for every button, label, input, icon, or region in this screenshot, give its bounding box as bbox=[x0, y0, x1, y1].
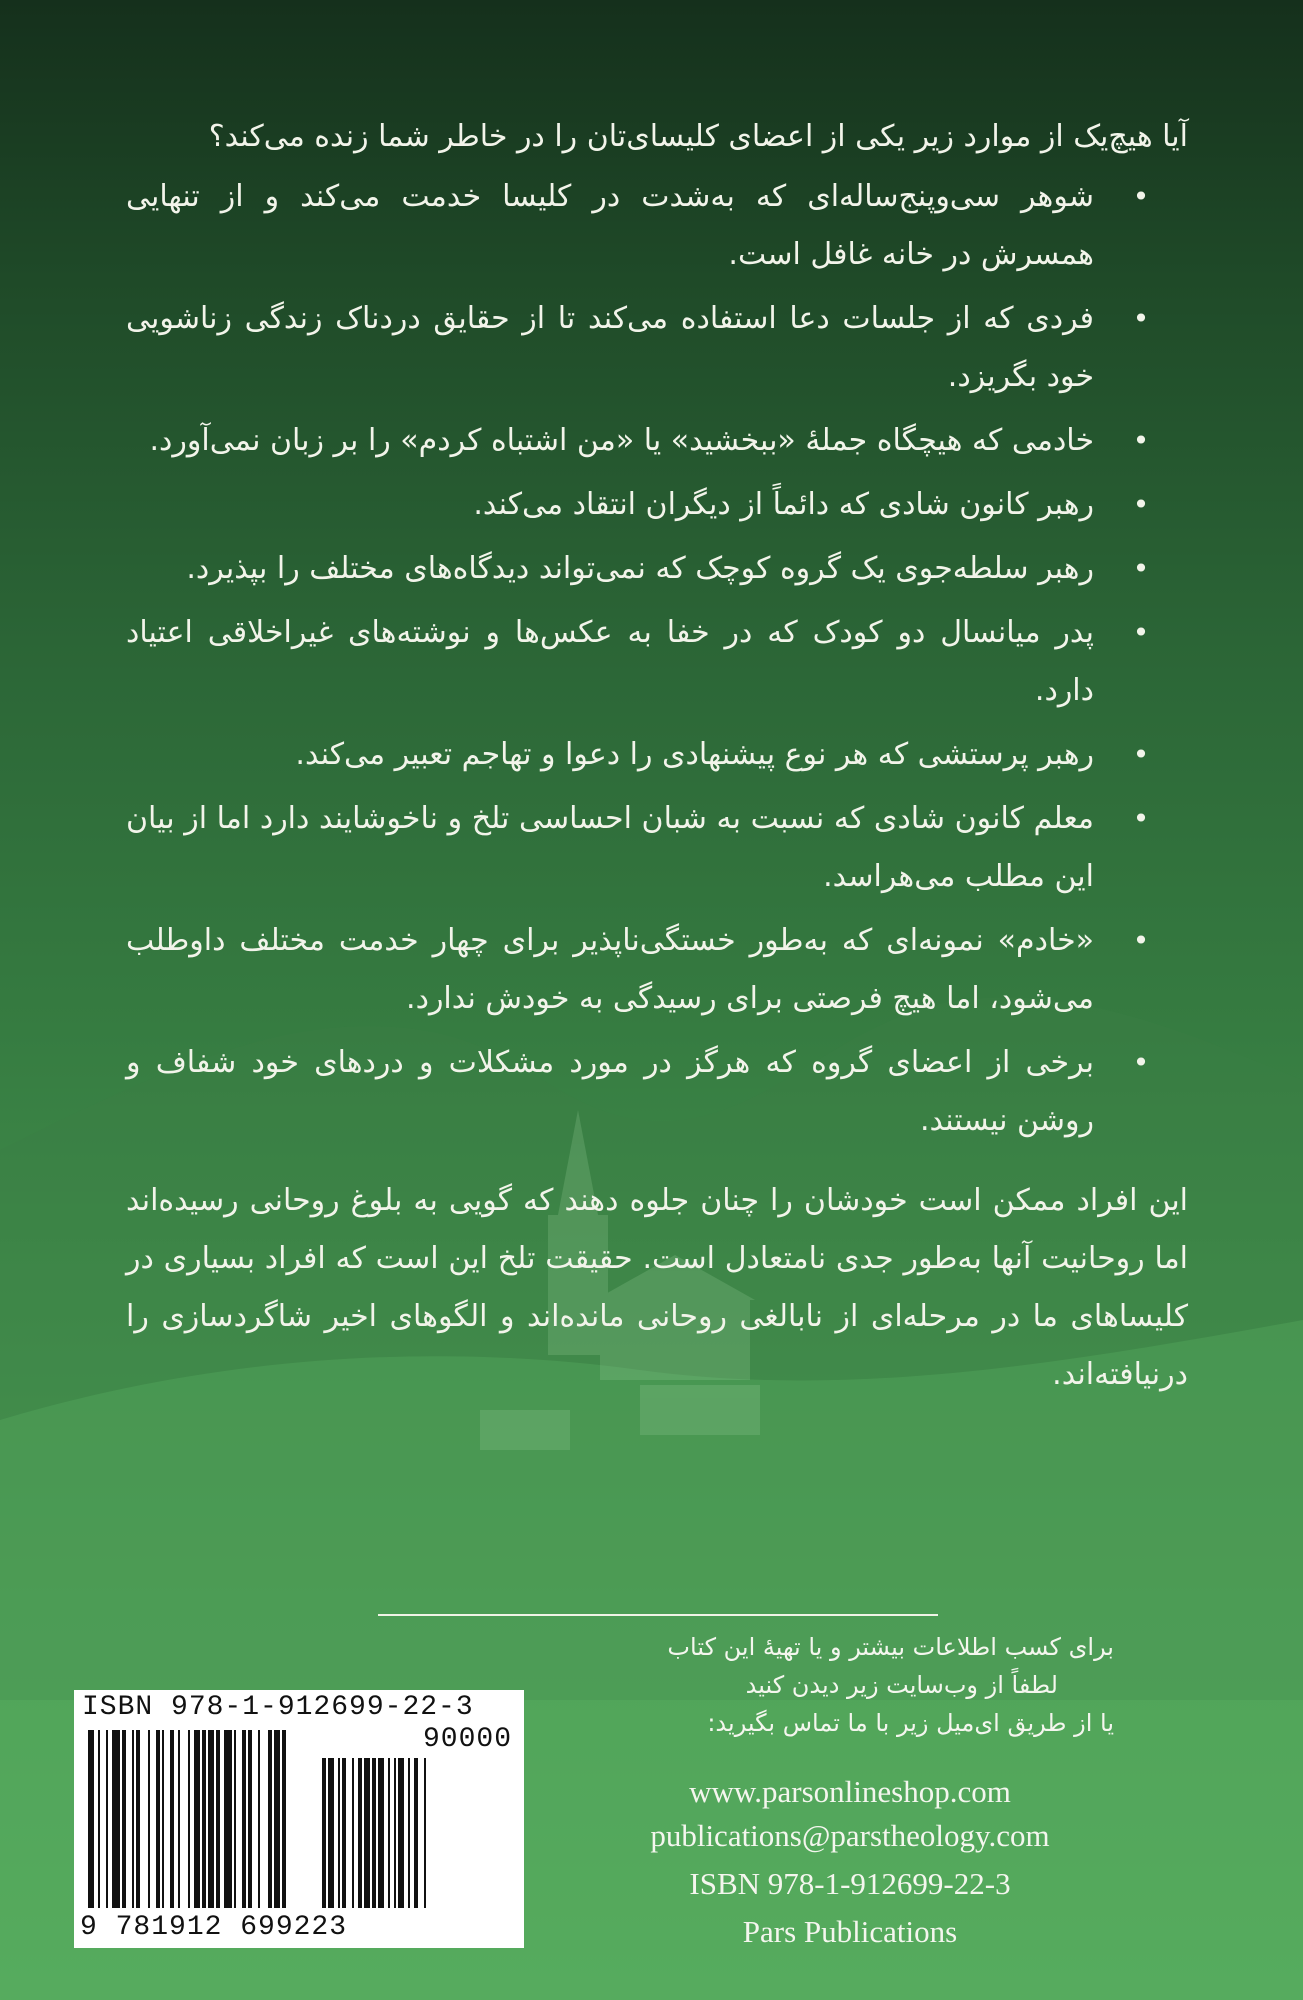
list-item-text: فردی که از جلسات دعا استفاده می‌کند تا از حقایق دردناک زندگی زناشویی خود بگریزد. bbox=[126, 301, 1094, 394]
list-item-text: معلم کانون شادی که نسبت به شبان احساسی تلخ و ناخوشایند دارد اما از بیان این مطلب می‌هراسد. bbox=[126, 801, 1094, 894]
barcode-bar bbox=[372, 1758, 376, 1908]
barcode-bar bbox=[170, 1730, 174, 1908]
bullet-icon: • bbox=[1132, 616, 1150, 649]
barcode-bar bbox=[136, 1730, 140, 1908]
barcode-bar bbox=[156, 1730, 160, 1908]
list-item-text: رهبر کانون شادی که دائماً از دیگران انتقاد می‌کند. bbox=[473, 487, 1094, 522]
contact-info bbox=[540, 1628, 1114, 1742]
barcode-bar bbox=[352, 1758, 354, 1908]
list-item bbox=[126, 790, 1156, 906]
bullet-icon: • bbox=[1132, 424, 1150, 457]
list-item-text: پدر میانسال دو کودک که در خفا به عکس‌ها و نوشته‌های غیراخلاقی اعتیاد دارد. bbox=[126, 615, 1094, 708]
barcode-bar bbox=[122, 1730, 126, 1908]
barcode-bar bbox=[258, 1730, 260, 1908]
list-item-text: خادمی که هیچگاه جملۀ «ببخشید» یا «من اشتباه کردم» را بر زبان نمی‌آورد. bbox=[149, 423, 1094, 458]
barcode-bar bbox=[188, 1730, 190, 1908]
barcode-bar bbox=[274, 1730, 280, 1908]
barcode-isbn-label: ISBN 978-1-912699-22-3 bbox=[82, 1692, 474, 1723]
barcode-bars bbox=[74, 1690, 524, 1948]
barcode-bar bbox=[394, 1758, 396, 1908]
barcode-bar bbox=[388, 1758, 390, 1908]
examples-list bbox=[126, 168, 1188, 1150]
barcode-bar bbox=[268, 1730, 272, 1908]
barcode-bar bbox=[342, 1758, 346, 1908]
barcode-bar bbox=[378, 1758, 384, 1908]
bullet-icon: • bbox=[1132, 552, 1150, 585]
list-item bbox=[126, 412, 1156, 470]
barcode-bar bbox=[148, 1730, 150, 1908]
barcode-bar bbox=[224, 1730, 232, 1908]
list-item-text: رهبر سلطه‌جوی یک گروه کوچک که نمی‌تواند دیدگاه‌های مختلف را بپذیرد. bbox=[186, 551, 1094, 586]
list-item-text: برخی از اعضای گروه که هرگز در مورد مشکلات و دردهای خود شفاف و روشن نیستند. bbox=[126, 1045, 1094, 1138]
barcode-bar bbox=[208, 1730, 214, 1908]
bullet-icon: • bbox=[1132, 488, 1150, 521]
barcode-bar bbox=[106, 1730, 108, 1908]
list-item bbox=[126, 476, 1156, 534]
list-item bbox=[126, 1034, 1156, 1150]
barcode-bar bbox=[88, 1730, 94, 1908]
list-item bbox=[126, 912, 1156, 1028]
blurb-text bbox=[126, 108, 1188, 1404]
contact-line: لطفاً از وب‌سایت زیر دیدن کنید bbox=[745, 1671, 1058, 1699]
closing-paragraph: این افراد ممکن است خودشان را چنان جلوه دهند که گویی به بلوغ روحانی رسیده‌اند اما روحانیت آنها به‌طور جدی نامتعادل است. حقیقت تلخ این است که افراد بسیاری در کلیساهای ما در مرحله‌ای از نابالغی روحانی مانده‌اند و الگوهای اخیر شاگردسازی را درنیافته‌اند. bbox=[126, 1183, 1188, 1392]
divider-line bbox=[378, 1614, 938, 1616]
barcode-bar bbox=[328, 1758, 334, 1908]
list-item bbox=[126, 290, 1156, 406]
bullet-icon: • bbox=[1132, 738, 1150, 771]
list-item bbox=[126, 726, 1156, 784]
intro-question: آیا هیچ‌یک از موارد زیر یکی از اعضای کلیسای‌تان را در خاطر شما زنده می‌کند؟ bbox=[208, 119, 1188, 154]
barcode-bar bbox=[234, 1730, 236, 1908]
barcode-bar bbox=[194, 1730, 200, 1908]
barcode-bar bbox=[202, 1730, 206, 1908]
barcode-bar bbox=[98, 1730, 100, 1908]
list-item-text: رهبر پرستشی که هر نوع پیشنهادی را دعوا و تهاجم تعبیر می‌کند. bbox=[295, 737, 1094, 772]
barcode-bar bbox=[424, 1758, 426, 1908]
bullet-icon: • bbox=[1132, 802, 1150, 835]
bullet-icon: • bbox=[1132, 180, 1150, 213]
publisher-name: Pars Publications bbox=[742, 1914, 958, 1949]
barcode-price-code: 90000 bbox=[422, 1724, 512, 1755]
barcode-digits: 9 781912 699223 bbox=[80, 1912, 348, 1943]
isbn-barcode bbox=[74, 1690, 524, 1948]
bullet-icon: • bbox=[1132, 302, 1150, 335]
barcode-bar bbox=[248, 1730, 252, 1908]
website-link[interactable]: www.parsonlineshop.com bbox=[689, 1774, 1011, 1809]
bullet-icon: • bbox=[1132, 1046, 1150, 1079]
list-item bbox=[126, 604, 1156, 720]
barcode-bar bbox=[358, 1758, 362, 1908]
contact-line: یا از طریق ای‌میل زیر با ما تماس بگیرید: bbox=[707, 1709, 1114, 1737]
contact-line: برای کسب اطلاعات بیشتر و یا تهیۀ این کتاب bbox=[667, 1633, 1114, 1661]
barcode-bar bbox=[408, 1758, 410, 1908]
isbn-text: ISBN 978-1-912699-22-3 bbox=[689, 1866, 1011, 1901]
barcode-bar bbox=[414, 1758, 418, 1908]
list-item-text: «خادم» نمونه‌ای که به‌طور خستگی‌ناپذیر برای چهار خدمت مختلف داوطلب می‌شود، اما هیچ فرصتی برای رسیدگی به خودش ندارد. bbox=[126, 923, 1094, 1016]
barcode-bar bbox=[112, 1730, 120, 1908]
barcode-bar bbox=[242, 1730, 246, 1908]
barcode-bar bbox=[338, 1758, 340, 1908]
barcode-bar bbox=[132, 1730, 134, 1908]
barcode-bar bbox=[282, 1730, 286, 1908]
bullet-icon: • bbox=[1132, 924, 1150, 957]
barcode-bar bbox=[364, 1758, 370, 1908]
barcode-bar bbox=[162, 1730, 164, 1908]
email-link[interactable]: publications@parstheology.com bbox=[650, 1818, 1050, 1853]
barcode-bar bbox=[398, 1758, 404, 1908]
barcode-bar bbox=[322, 1758, 326, 1908]
list-item bbox=[126, 168, 1156, 284]
barcode-bar bbox=[178, 1730, 180, 1908]
barcode-bar bbox=[216, 1730, 220, 1908]
list-item bbox=[126, 540, 1156, 598]
publisher-block bbox=[590, 1770, 1110, 1954]
list-item-text: شوهر سی‌وپنج‌ساله‌ای که به‌شدت در کلیسا خدمت می‌کند و از تنهایی همسرش در خانه غافل است. bbox=[126, 179, 1094, 272]
